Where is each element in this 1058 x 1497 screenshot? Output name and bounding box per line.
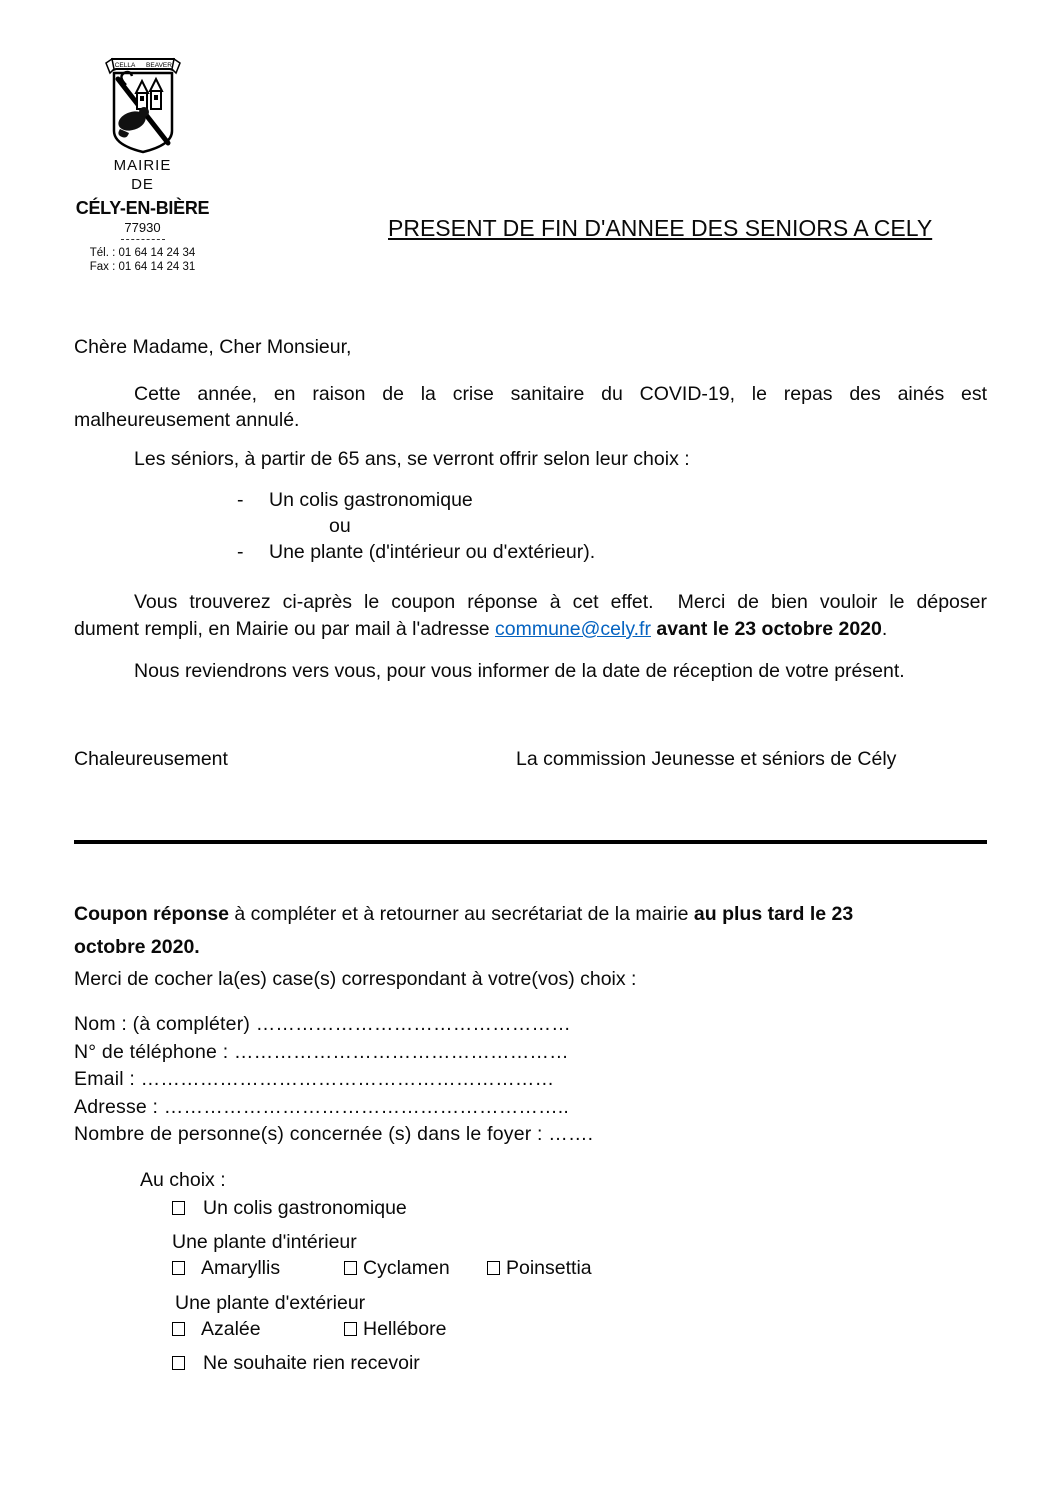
logo-divider (121, 238, 165, 240)
option-hellebore (344, 1316, 446, 1342)
interieur-header: Une plante d'intérieur (172, 1231, 357, 1253)
coupon-heading-bold1: Coupon réponse (74, 903, 229, 925)
option-azalee-label: Azalée (201, 1318, 261, 1340)
option-colis (172, 1195, 407, 1221)
option-row-interieur (74, 1255, 987, 1281)
logo-de-label: DE (131, 175, 154, 193)
gift-list (74, 487, 987, 565)
banner-text-left: CELLA (114, 62, 135, 69)
option-colis-label: Un colis gastronomique (203, 1197, 407, 1219)
paragraph-seniors: Les séniors, à partir de 65 ans, se verront offrir selon leur choix : (134, 448, 690, 470)
exterieur-header: Une plante d'extérieur (175, 1292, 366, 1314)
option-row-exterieur (74, 1316, 987, 1342)
option-amaryllis (172, 1255, 280, 1281)
paragraph-annulation (74, 381, 987, 433)
option-hellebore-label: Hellébore (363, 1318, 447, 1340)
coat-of-arms-icon (104, 55, 182, 155)
logo-postal-code: 77930 (124, 219, 161, 235)
list-or: ou (329, 515, 351, 537)
coupon-heading-bold3: octobre 2020. (74, 936, 200, 958)
sentence-period: . (881, 618, 888, 640)
field-telephone: N° de téléphone : …………………………………………… (74, 1041, 569, 1063)
list-item-plante-label: Une plante (d'intérieur ou d'extérieur). (269, 541, 596, 563)
checkbox-none[interactable] (172, 1356, 185, 1370)
field-nombre-personnes: Nombre de personne(s) concernée (s) dans le foyer : ……. (74, 1123, 594, 1145)
option-row-none (74, 1350, 987, 1376)
deadline-bold-text: avant le 23 octobre 2020 (656, 618, 882, 640)
checkbox-poinsettia[interactable] (487, 1261, 500, 1275)
option-row-colis (74, 1195, 987, 1221)
greeting-line: Chère Madame, Cher Monsieur, (74, 336, 352, 358)
paragraph-reviendrons: Nous reviendrons vers vous, pour vous informer de la date de réception de votre présent. (134, 660, 905, 682)
commission-signature: La commission Jeunesse et séniors de Cély (516, 748, 897, 770)
list-dash: - (237, 489, 244, 511)
option-cyclamen-label: Cyclamen (363, 1257, 450, 1279)
checkbox-hellebore[interactable] (344, 1322, 357, 1336)
email-link[interactable]: commune@cely.fr (495, 618, 651, 640)
option-none-label: Ne souhaite rien recevoir (203, 1352, 420, 1374)
checkbox-cyclamen[interactable] (344, 1261, 357, 1275)
paragraph-coupon-line2 (74, 616, 987, 643)
closing-word: Chaleureusement (74, 748, 228, 770)
list-item-plante (237, 539, 987, 565)
field-adresse: Adresse : …………………………………………………….. (74, 1096, 570, 1118)
logo-mairie-label: MAIRIE (113, 157, 172, 174)
list-item-colis (237, 487, 987, 513)
mairie-logo (75, 55, 210, 274)
option-amaryllis-label: Amaryllis (201, 1257, 281, 1279)
coupon-heading (74, 898, 987, 964)
section-divider (74, 840, 987, 844)
paragraph-coupon-line1: Vous trouverez ci-après le coupon réponse à cet effet. Merci de bien vouloir le déposer (134, 591, 987, 613)
field-nom: Nom : (à compléter) ………………………………………… (74, 1013, 571, 1035)
signature-row (74, 746, 987, 772)
list-item-colis-label: Un colis gastronomique (269, 489, 473, 511)
checkbox-azalee[interactable] (172, 1322, 185, 1336)
option-azalee (172, 1316, 261, 1342)
coupon-heading-text: à compléter et à retourner au secrétariat de la mairie (228, 903, 694, 925)
au-choix-label: Au choix : (140, 1169, 226, 1191)
option-cyclamen (344, 1255, 450, 1281)
document-title: PRESENT DE FIN D'ANNEE DES SENIORS A CELY (388, 215, 933, 241)
logo-fax: Fax : 01 64 14 24 31 (89, 261, 196, 274)
option-none (172, 1350, 420, 1376)
logo-phone: Tél. : 01 64 14 24 34 (89, 247, 196, 260)
paragraph-annulation-line2: malheureusement annulé. (74, 409, 300, 431)
banner-text-right: BEAVER (145, 62, 172, 69)
checkbox-colis[interactable] (172, 1201, 185, 1215)
option-poinsettia-label: Poinsettia (506, 1257, 592, 1279)
checkbox-amaryllis[interactable] (172, 1261, 185, 1275)
paragraph-annulation-line1: Cette année, en raison de la crise sanitaire du COVID-19, le repas des ainés est (134, 383, 987, 405)
paragraph-coupon-line2-pre: dument rempli, en Mairie ou par mail à l'adresse (74, 618, 495, 640)
coupon-instruction: Merci de cocher la(es) case(s) correspondant à votre(vos) choix : (74, 968, 637, 990)
list-dash: - (237, 541, 244, 563)
field-email: Email : ……………………………………………………… (74, 1068, 555, 1090)
option-poinsettia (487, 1255, 592, 1281)
paragraph-coupon-info (74, 589, 987, 643)
coupon-heading-bold2: au plus tard le 23 (693, 903, 854, 925)
logo-city-name: CÉLY-EN-BIÈRE (75, 198, 210, 218)
